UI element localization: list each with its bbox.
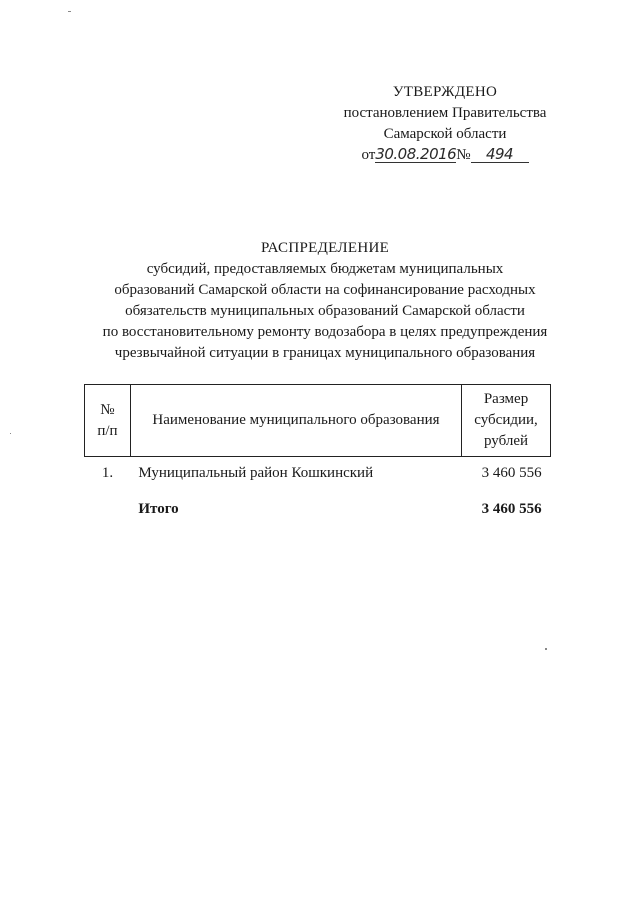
header-amount-line: рублей [484,433,529,449]
handwritten-number: 494 [471,146,529,163]
heading-line: субсидий, предоставляемых бюджетам муниципальных [146,261,504,277]
header-name: Наименование муниципального образования [130,385,461,457]
scan-speck [68,11,71,12]
distribution-table [84,384,551,529]
header-amount-line: Размер [483,391,529,407]
approval-date-line [330,145,560,166]
handwritten-date: 30.08.2016 [375,145,457,163]
heading-line: обязательств муниципальных образований Самарской области [125,303,525,319]
number-sign: № [456,147,471,163]
total-label: Итого [138,501,179,517]
row-municipality: Муниципальный район Кошкинский [138,465,374,481]
heading-line: по восстановительному ремонту водозабора в целях предупреждения [102,324,548,340]
header-number [85,385,131,457]
table-total-row [85,493,551,529]
approval-stamp [330,82,560,166]
heading-line: образований Самарской области на софинансирование расходных [114,282,536,298]
total-amount: 3 460 556 [481,501,542,517]
table-row [85,457,551,494]
header-number-sign: № [100,401,115,418]
scan-speck [10,433,11,434]
document-heading [60,238,590,364]
scan-speck [545,648,547,650]
document-title: РАСПРЕДЕЛЕНИЕ [260,240,390,256]
header-amount [462,385,551,457]
heading-line: чрезвычайной ситуации в границах муниципального образования [114,345,536,361]
approved-label: УТВЕРЖДЕНО [392,84,498,100]
row-amount: 3 460 556 [481,465,542,481]
date-prefix: от [361,147,376,163]
table-header-row [85,385,551,457]
header-number-label: п/п [97,422,118,439]
row-number: 1. [101,465,114,481]
total-empty-cell [85,493,131,529]
approval-line-1: постановлением Правительства [343,105,547,121]
header-amount-line: субсидии, [474,412,538,428]
approval-line-2: Самарской области [383,126,507,142]
